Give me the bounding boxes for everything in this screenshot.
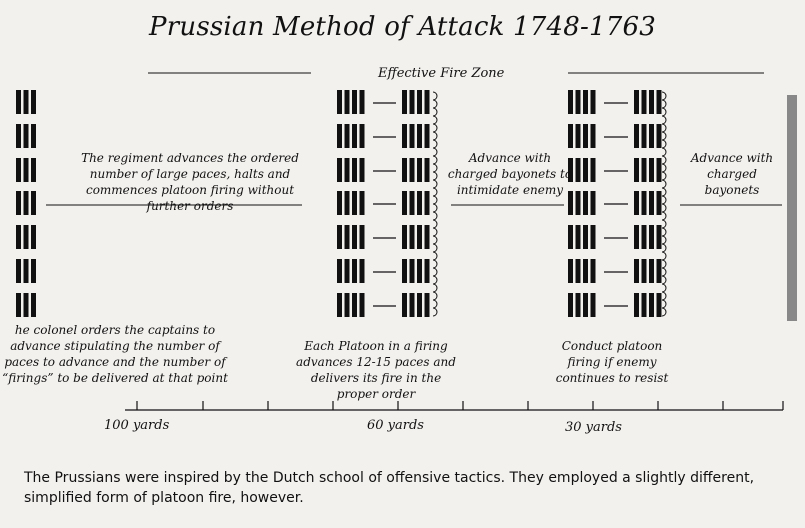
platoon-block [634, 158, 639, 182]
platoon-block [657, 124, 662, 148]
platoon-block [16, 124, 21, 148]
platoon-block [576, 191, 581, 215]
platoon-block [568, 293, 573, 317]
platoon-block [583, 259, 588, 283]
platoon-block [345, 124, 350, 148]
platoon-block [345, 293, 350, 317]
platoon-block [591, 158, 596, 182]
platoon-block [583, 191, 588, 215]
platoon-block [410, 259, 415, 283]
platoon-block [402, 259, 407, 283]
effective-fire-zone-label: Effective Fire Zone [378, 66, 505, 81]
platoon-block [31, 191, 36, 215]
platoon-block [642, 124, 647, 148]
platoon-block [634, 225, 639, 249]
note-platoon-firing: Each Platoon in a firing advances 12-15 paces and delivers its fire in the proper order [296, 339, 456, 401]
platoon-block [31, 259, 36, 283]
platoon-block [352, 191, 357, 215]
platoon-block [31, 124, 36, 148]
platoon-block [16, 158, 21, 182]
platoon-block [417, 293, 422, 317]
platoon-block [591, 293, 596, 317]
platoon-block [31, 158, 36, 182]
platoon-block [24, 293, 29, 317]
diagram-title: Prussian Method of Attack 1748-1763 [149, 12, 656, 42]
platoon-block [649, 259, 654, 283]
platoon-block [576, 293, 581, 317]
note-conduct-platoon-firing: Conduct platoon firing if enemy continues to resist [555, 339, 669, 385]
platoon-block [417, 191, 422, 215]
platoon-block [360, 259, 365, 283]
platoon-block [642, 191, 647, 215]
platoon-block [352, 90, 357, 114]
platoon-block [634, 259, 639, 283]
note-advance-charged-bayonets: Advance with charged bayonets [690, 151, 774, 197]
platoon-block [337, 124, 342, 148]
platoon-block [583, 293, 588, 317]
platoon-block [410, 293, 415, 317]
platoon-block [337, 259, 342, 283]
platoon-block [16, 259, 21, 283]
platoon-block [634, 90, 639, 114]
platoon-block [402, 191, 407, 215]
distance-100-yards: 100 yards [104, 418, 170, 433]
platoon-block [576, 90, 581, 114]
platoon-block [31, 293, 36, 317]
platoon-block [402, 158, 407, 182]
platoon-block [649, 225, 654, 249]
platoon-block [568, 259, 573, 283]
platoon-block [410, 225, 415, 249]
platoon-block [417, 124, 422, 148]
platoon-block [425, 191, 430, 215]
platoon-block [425, 90, 430, 114]
platoon-block [591, 90, 596, 114]
platoon-block [642, 293, 647, 317]
platoon-block [16, 225, 21, 249]
platoon-block [425, 293, 430, 317]
platoon-block [634, 124, 639, 148]
distance-60-yards: 60 yards [367, 418, 424, 433]
platoon-block [337, 158, 342, 182]
platoon-block [425, 124, 430, 148]
platoon-block [417, 259, 422, 283]
platoon-block [360, 225, 365, 249]
platoon-block [657, 225, 662, 249]
platoon-block [417, 158, 422, 182]
platoon-block [591, 225, 596, 249]
platoon-block [402, 124, 407, 148]
platoon-block [337, 225, 342, 249]
platoon-block [16, 90, 21, 114]
platoon-block [591, 124, 596, 148]
note-regiment-advances: The regiment advances the ordered number of large paces, halts and commences platoon firing without further orders [81, 151, 299, 213]
platoon-block [24, 124, 29, 148]
enemy-line-bar [787, 95, 797, 321]
platoon-block [576, 259, 581, 283]
platoon-block [352, 124, 357, 148]
platoon-block [410, 124, 415, 148]
platoon-block [352, 225, 357, 249]
platoon-block [352, 293, 357, 317]
platoon-block [410, 90, 415, 114]
note-colonel-orders: he colonel orders the captains to advance stipulating the number of paces to advance and the number of “firings” to be delivered at that point [2, 323, 228, 385]
platoon-block [657, 293, 662, 317]
platoon-block [583, 90, 588, 114]
platoon-block [360, 293, 365, 317]
platoon-block [642, 90, 647, 114]
platoon-block [24, 225, 29, 249]
figure-caption: The Prussians were inspired by the Dutch school of offensive tactics. They employed a slightly different, simplified form of platoon fire, however. [24, 470, 755, 506]
platoon-block [634, 191, 639, 215]
platoon-block [657, 90, 662, 114]
platoon-block [402, 225, 407, 249]
platoon-block [345, 191, 350, 215]
platoon-block [337, 90, 342, 114]
platoon-block [642, 259, 647, 283]
fire-zone-scallop [662, 92, 666, 316]
platoon-block [568, 124, 573, 148]
platoon-block [31, 90, 36, 114]
platoon-block [417, 90, 422, 114]
platoon-block [410, 158, 415, 182]
platoon-block [360, 158, 365, 182]
platoon-block [649, 293, 654, 317]
platoon-block [345, 259, 350, 283]
platoon-block [337, 191, 342, 215]
platoon-block [31, 225, 36, 249]
platoon-block [649, 191, 654, 215]
platoon-block [583, 124, 588, 148]
platoon-block [591, 259, 596, 283]
platoon-block [568, 90, 573, 114]
platoon-block [568, 225, 573, 249]
platoon-block [410, 191, 415, 215]
platoon-block [360, 124, 365, 148]
platoon-block [642, 225, 647, 249]
platoon-block [425, 259, 430, 283]
platoon-block [24, 90, 29, 114]
platoon-block [642, 158, 647, 182]
platoon-block [24, 191, 29, 215]
platoon-block [583, 225, 588, 249]
platoon-block [417, 225, 422, 249]
platoon-block [360, 191, 365, 215]
platoon-block [16, 293, 21, 317]
platoon-block [16, 191, 21, 215]
fire-zone-scallop [433, 92, 437, 316]
platoon-block [360, 90, 365, 114]
platoon-block [402, 90, 407, 114]
platoon-block [634, 293, 639, 317]
platoon-block [352, 259, 357, 283]
platoon-block [425, 225, 430, 249]
platoon-block [576, 124, 581, 148]
platoon-block [591, 191, 596, 215]
platoon-block [24, 259, 29, 283]
platoon-block [345, 158, 350, 182]
platoon-block [649, 124, 654, 148]
platoon-block [425, 158, 430, 182]
platoon-block [345, 90, 350, 114]
platoon-block [657, 158, 662, 182]
platoon-block [402, 293, 407, 317]
note-advance-charged-bayonets-intimidate: Advance with charged bayonets to intimidate enemy [447, 151, 573, 197]
platoon-block [337, 293, 342, 317]
platoon-block [649, 158, 654, 182]
platoon-block [576, 225, 581, 249]
platoon-block [657, 259, 662, 283]
distance-30-yards: 30 yards [565, 420, 622, 435]
platoon-block [345, 225, 350, 249]
platoon-block [24, 158, 29, 182]
platoon-block [583, 158, 588, 182]
platoon-block [657, 191, 662, 215]
platoon-block [576, 158, 581, 182]
platoon-block [352, 158, 357, 182]
platoon-block [649, 90, 654, 114]
